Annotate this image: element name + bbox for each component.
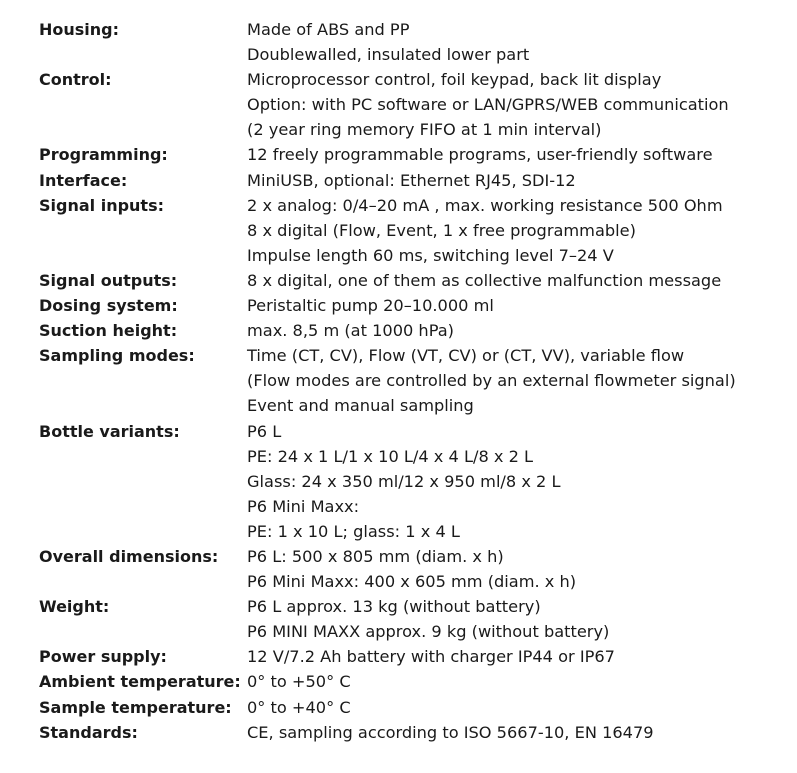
spec-row bbox=[0, 419, 797, 544]
spec-value-line: P6 Mini Maxx: bbox=[247, 496, 360, 516]
spec-value-line: P6 Mini Maxx: 400 x 605 mm (diam. x h) bbox=[247, 572, 577, 592]
spec-row bbox=[0, 293, 797, 318]
spec-value-line: Peristaltic pump 20–10.000 ml bbox=[247, 296, 494, 316]
spec-label: Programming: bbox=[39, 145, 168, 165]
spec-values bbox=[247, 544, 797, 594]
spec-value-line: MiniUSB, optional: Ethernet RJ45, SDI-12 bbox=[247, 170, 576, 190]
spec-row bbox=[0, 669, 797, 694]
spec-label: Signal outputs: bbox=[39, 270, 178, 290]
spec-value-line: 0° to +50° C bbox=[247, 672, 351, 692]
spec-label: Overall dimensions: bbox=[39, 546, 219, 566]
specification-table bbox=[0, 17, 797, 745]
spec-value-line: Made of ABS and PP bbox=[247, 20, 410, 39]
spec-label: Standards: bbox=[39, 722, 138, 742]
spec-label: Dosing system: bbox=[39, 296, 178, 316]
spec-values bbox=[247, 142, 797, 167]
spec-values bbox=[247, 17, 797, 67]
spec-label: Weight: bbox=[39, 597, 110, 617]
spec-value-line: 8 x digital, one of them as collective malfunction message bbox=[247, 270, 722, 290]
spec-value-line: Doublewalled, insulated lower part bbox=[247, 45, 530, 65]
spec-row bbox=[0, 594, 797, 644]
spec-values bbox=[247, 343, 797, 418]
spec-row bbox=[0, 343, 797, 418]
spec-row bbox=[0, 168, 797, 193]
spec-value-line: P6 MINI MAXX approx. 9 kg (without battery) bbox=[247, 622, 610, 642]
spec-value-line: P6 L approx. 13 kg (without battery) bbox=[247, 597, 541, 617]
spec-values bbox=[247, 419, 797, 544]
spec-value-line: Impulse length 60 ms, switching level 7–24 V bbox=[247, 245, 614, 265]
spec-row bbox=[0, 268, 797, 293]
spec-values bbox=[247, 318, 797, 343]
spec-value-line: Microprocessor control, foil keypad, back lit display bbox=[247, 70, 662, 90]
spec-values bbox=[247, 293, 797, 318]
spec-values bbox=[247, 669, 797, 694]
spec-value-line: Time (CT, CV), Flow (VT, CV) or (CT, VV), variable flow bbox=[247, 346, 685, 366]
spec-value-line: max. 8,5 m (at 1000 hPa) bbox=[247, 321, 454, 341]
spec-row bbox=[0, 695, 797, 720]
spec-label: Sample temperature: bbox=[39, 697, 232, 717]
spec-label: Housing: bbox=[39, 20, 120, 39]
spec-value-line: PE: 1 x 10 L; glass: 1 x 4 L bbox=[247, 521, 460, 541]
spec-row bbox=[0, 720, 797, 745]
spec-values bbox=[247, 644, 797, 669]
spec-value-line: Glass: 24 x 350 ml/12 x 950 ml/8 x 2 L bbox=[247, 471, 561, 491]
spec-row bbox=[0, 644, 797, 669]
spec-values bbox=[247, 193, 797, 268]
spec-label: Interface: bbox=[39, 170, 128, 190]
spec-values bbox=[247, 720, 797, 745]
spec-row bbox=[0, 544, 797, 594]
spec-row bbox=[0, 318, 797, 343]
spec-value-line: (2 year ring memory FIFO at 1 min interval) bbox=[247, 120, 602, 140]
spec-label: Control: bbox=[39, 70, 112, 90]
spec-row bbox=[0, 142, 797, 167]
spec-label: Ambient temperature: bbox=[39, 672, 241, 692]
spec-values bbox=[247, 268, 797, 293]
spec-label: Sampling modes: bbox=[39, 346, 195, 366]
spec-label: Bottle variants: bbox=[39, 421, 180, 441]
spec-values bbox=[247, 695, 797, 720]
spec-value-line: 8 x digital (Flow, Event, 1 x free programmable) bbox=[247, 220, 636, 240]
spec-value-line: PE: 24 x 1 L/1 x 10 L/4 x 4 L/8 x 2 L bbox=[247, 446, 534, 466]
spec-values bbox=[247, 594, 797, 644]
spec-value-line: 12 V/7.2 Ah battery with charger IP44 or IP67 bbox=[247, 647, 615, 667]
spec-label: Suction height: bbox=[39, 321, 178, 341]
spec-value-line: 12 freely programmable programs, user-friendly software bbox=[247, 145, 713, 165]
spec-value-line: 0° to +40° C bbox=[247, 697, 351, 717]
spec-row bbox=[0, 17, 797, 67]
spec-value-line: Event and manual sampling bbox=[247, 396, 474, 416]
spec-value-line: CE, sampling according to ISO 5667-10, EN 16479 bbox=[247, 722, 654, 742]
spec-value-line: 2 x analog: 0/4–20 mA , max. working resistance 500 Ohm bbox=[247, 195, 723, 215]
spec-value-line: P6 L bbox=[247, 421, 282, 441]
spec-value-line: (Flow modes are controlled by an external flowmeter signal) bbox=[247, 371, 736, 391]
spec-value-line: Option: with PC software or LAN/GPRS/WEB communication bbox=[247, 95, 729, 115]
spec-row bbox=[0, 67, 797, 142]
spec-values bbox=[247, 67, 797, 142]
spec-values bbox=[247, 168, 797, 193]
spec-value-line: P6 L: 500 x 805 mm (diam. x h) bbox=[247, 546, 504, 566]
spec-row bbox=[0, 193, 797, 268]
spec-label: Power supply: bbox=[39, 647, 167, 667]
spec-label: Signal inputs: bbox=[39, 195, 164, 215]
